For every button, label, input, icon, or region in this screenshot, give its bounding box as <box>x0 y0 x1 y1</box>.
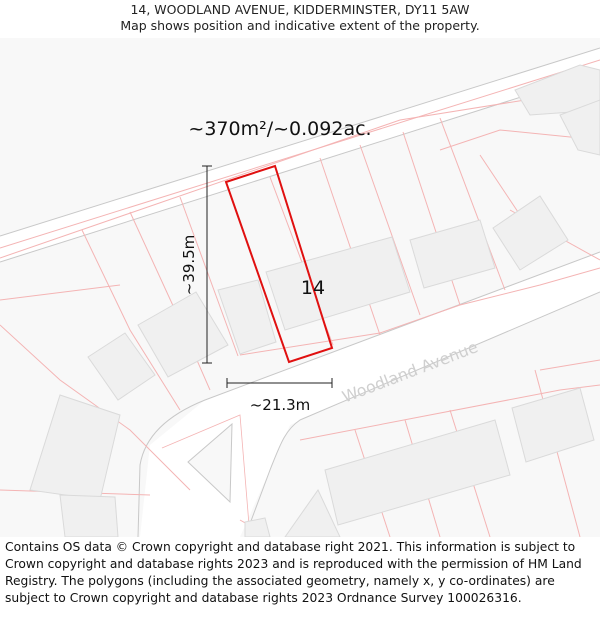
house-number-label: 14 <box>300 277 326 299</box>
copyright-notice: Contains OS data © Crown copyright and database right 2021. This information is subject to Crown copyright and database rights 2023 and is reproduced with the permission of HM Land Registry. The polygons (including the associated geometry, namely x, y co-ordinates) are subject to Crown copyright and database rights 2023 Ordnance Survey 100026316. <box>5 540 582 605</box>
area-label: ~370m²/~0.092ac. <box>188 118 372 140</box>
map-canvas <box>0 38 600 537</box>
street-name-label: Woodland Avenue <box>339 337 481 407</box>
height-label: ~39.5m <box>180 234 198 296</box>
map-header <box>0 0 600 40</box>
width-label: ~21.3m <box>249 396 311 414</box>
property-map[interactable] <box>0 38 600 537</box>
map-subtitle: Map shows position and indicative extent of the property. <box>120 18 480 33</box>
building <box>60 495 118 537</box>
property-address-title: 14, WOODLAND AVENUE, KIDDERMINSTER, DY11 5AW <box>130 2 470 17</box>
building <box>245 518 270 537</box>
